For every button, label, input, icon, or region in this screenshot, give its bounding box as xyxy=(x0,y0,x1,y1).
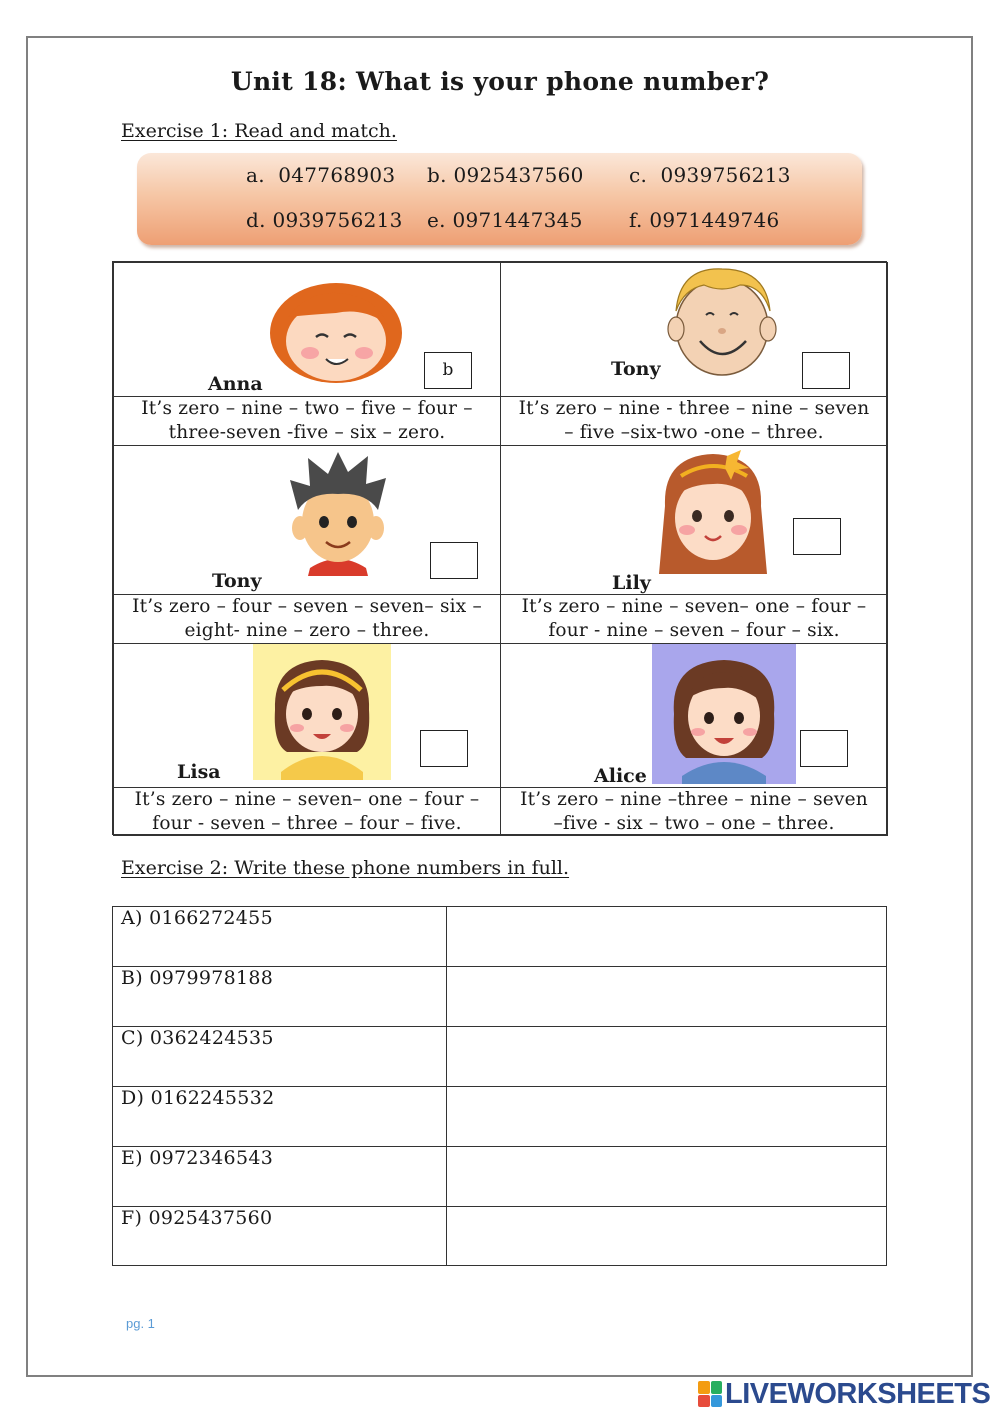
table-row xyxy=(113,967,886,1027)
exercise1-heading: Exercise 1: Read and match. xyxy=(121,120,397,142)
row-label-a: A) 0166272455 xyxy=(121,907,273,929)
caption-tony-boy-line2: eight- nine – zero – three. xyxy=(184,619,430,641)
picture-cell-lisa xyxy=(113,643,501,788)
picture-cell-tony-boy xyxy=(113,445,501,595)
name-tony: Tony xyxy=(611,358,661,380)
caption-anna-line1: It’s zero – nine – two – five – four – xyxy=(141,398,473,419)
alice-avatar-icon xyxy=(652,644,796,784)
caption-cell-lisa xyxy=(113,787,501,836)
option-e: e. 0971447345 xyxy=(427,208,583,232)
caption-lisa-line1: It’s zero – nine – seven– one – four – xyxy=(134,789,480,810)
caption-alice-line2: –five - six – two – one – three. xyxy=(553,812,835,834)
lisa-avatar-icon xyxy=(253,644,391,780)
option-d: d. 0939756213 xyxy=(246,208,403,232)
table-row xyxy=(113,1087,886,1147)
option-b: b. 0925437560 xyxy=(427,163,584,187)
row-label-f: F) 0925437560 xyxy=(121,1207,273,1229)
caption-tony-boy-line1: It’s zero – four – seven – seven– six – xyxy=(132,596,482,617)
picture-cell-lily xyxy=(500,445,888,595)
tony-boy-avatar-icon xyxy=(286,450,390,576)
row-label-b: B) 0979978188 xyxy=(121,967,274,989)
caption-lily-line1: It’s zero – nine – seven– one – four – xyxy=(521,596,867,617)
table-row xyxy=(113,1147,886,1207)
liveworksheets-brand[interactable] xyxy=(698,1378,990,1410)
answer-box-tony[interactable] xyxy=(802,352,850,389)
anna-avatar-icon xyxy=(266,277,406,385)
caption-cell-lily xyxy=(500,594,888,644)
caption-tony-line1: It’s zero – nine - three – nine – seven xyxy=(518,398,870,419)
answer-field-d[interactable] xyxy=(447,1087,886,1146)
answer-box-alice[interactable] xyxy=(800,730,848,767)
picture-cell-anna xyxy=(113,262,501,397)
option-f: f. 0971449746 xyxy=(629,208,780,232)
caption-cell-tony-boy xyxy=(113,594,501,644)
write-table xyxy=(112,906,887,1266)
liveworksheets-logo-icon xyxy=(698,1381,722,1407)
answer-box-tony-boy[interactable] xyxy=(430,542,478,579)
answer-field-c[interactable] xyxy=(447,1027,886,1086)
page-title: Unit 18: What is your phone number? xyxy=(230,67,770,96)
picture-cell-alice xyxy=(500,643,888,788)
name-anna: Anna xyxy=(208,373,263,395)
answer-box-anna[interactable]: b xyxy=(424,352,472,389)
caption-cell-alice xyxy=(500,787,888,836)
table-row xyxy=(113,907,886,967)
caption-tony-line2: – five –six-two -one – three. xyxy=(564,421,824,443)
table-row xyxy=(113,1207,886,1267)
picture-cell-tony xyxy=(500,262,888,397)
table-row xyxy=(113,1027,886,1087)
answer-field-a[interactable] xyxy=(447,907,886,966)
name-tony-boy: Tony xyxy=(212,570,262,592)
caption-cell-anna xyxy=(113,396,501,446)
name-alice: Alice xyxy=(594,765,647,787)
caption-lisa-line2: four - seven – three – four – five. xyxy=(152,812,462,834)
option-c: c. 0939756213 xyxy=(629,163,791,187)
row-label-d: D) 0162245532 xyxy=(121,1087,275,1109)
row-label-e: E) 0972346543 xyxy=(121,1147,274,1169)
tony-avatar-icon xyxy=(666,263,778,378)
brand-name: LIVEWORKSHEETS xyxy=(725,1377,991,1410)
caption-alice-line1: It’s zero – nine –three – nine – seven xyxy=(520,789,868,810)
page-number: pg. 1 xyxy=(126,1316,155,1331)
answer-box-lisa[interactable] xyxy=(420,730,468,767)
name-lily: Lily xyxy=(612,572,651,594)
answer-field-e[interactable] xyxy=(447,1147,886,1206)
phone-options-box xyxy=(137,153,862,245)
answer-field-f[interactable] xyxy=(447,1207,886,1266)
caption-anna-line2: three-seven -five – six – zero. xyxy=(168,421,446,443)
option-a: a. 047768903 xyxy=(246,163,396,187)
matching-table xyxy=(112,261,887,835)
row-label-c: C) 0362424535 xyxy=(121,1027,274,1049)
exercise2-heading: Exercise 2: Write these phone numbers in full. xyxy=(121,857,570,879)
answer-field-b[interactable] xyxy=(447,967,886,1026)
answer-box-lily[interactable] xyxy=(793,518,841,555)
caption-lily-line2: four - nine – seven – four – six. xyxy=(548,619,840,641)
lily-avatar-icon xyxy=(657,446,769,578)
caption-cell-tony xyxy=(500,396,888,446)
name-lisa: Lisa xyxy=(177,761,221,783)
